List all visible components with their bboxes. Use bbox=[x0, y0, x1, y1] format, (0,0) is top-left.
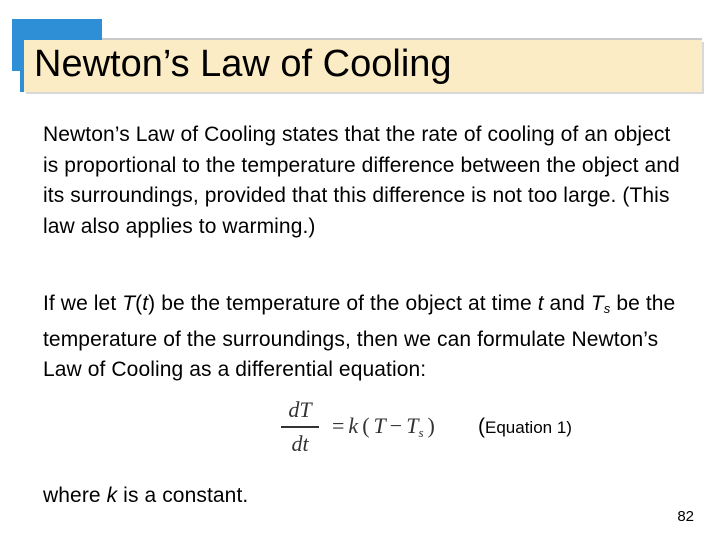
close-paren: ) bbox=[427, 413, 435, 438]
variable-k: k bbox=[106, 484, 118, 507]
derivative-fraction bbox=[280, 396, 320, 457]
equation-right-side bbox=[328, 412, 439, 447]
variable-t: t bbox=[142, 292, 149, 315]
minus-sign: − bbox=[389, 413, 403, 438]
paragraph-definition: Newton’s Law of Cooling states that the rate of cooling of an object is proportional to the temperature difference between the object and its surroundings, provided that this difference is not too large. (This law also applies to warming.) bbox=[43, 123, 680, 238]
subscript-s: s bbox=[418, 425, 424, 440]
subscript-s: s bbox=[603, 301, 611, 316]
fraction-denominator: dt bbox=[291, 430, 309, 456]
fraction-bar bbox=[281, 426, 319, 428]
variable-T: T bbox=[122, 292, 136, 315]
text-segment: ( bbox=[135, 292, 143, 315]
equation-label-text: Equation 1) bbox=[485, 418, 572, 437]
text-segment: If we let bbox=[43, 292, 123, 315]
fraction-numerator: dT bbox=[288, 397, 312, 422]
text-segment: be the temperature of the surroundings, then we can formulate Newton’s Law of Cooling as a differential equation: bbox=[43, 292, 676, 381]
slide-title: Newton’s Law of Cooling bbox=[34, 43, 452, 85]
variable-T: T bbox=[373, 413, 386, 438]
equals-sign: = bbox=[332, 413, 345, 438]
equation-label bbox=[478, 412, 572, 443]
variable-Ts: T bbox=[590, 292, 604, 315]
text-segment: is a constant. bbox=[117, 484, 249, 507]
text-segment: where bbox=[43, 484, 107, 507]
constant-k: k bbox=[348, 413, 359, 438]
variable-t: t bbox=[537, 292, 544, 315]
differential-equation bbox=[280, 396, 460, 458]
page-number: 82 bbox=[677, 508, 694, 525]
paragraph-setup bbox=[43, 289, 683, 386]
open-paren: ( bbox=[362, 413, 370, 438]
paragraph-constant bbox=[43, 481, 443, 512]
text-segment: ) be the temperature of the object at time bbox=[148, 292, 538, 315]
equation-label-paren: ( bbox=[478, 415, 485, 438]
variable-Ts: T bbox=[406, 413, 419, 438]
text-segment: and bbox=[543, 292, 591, 315]
